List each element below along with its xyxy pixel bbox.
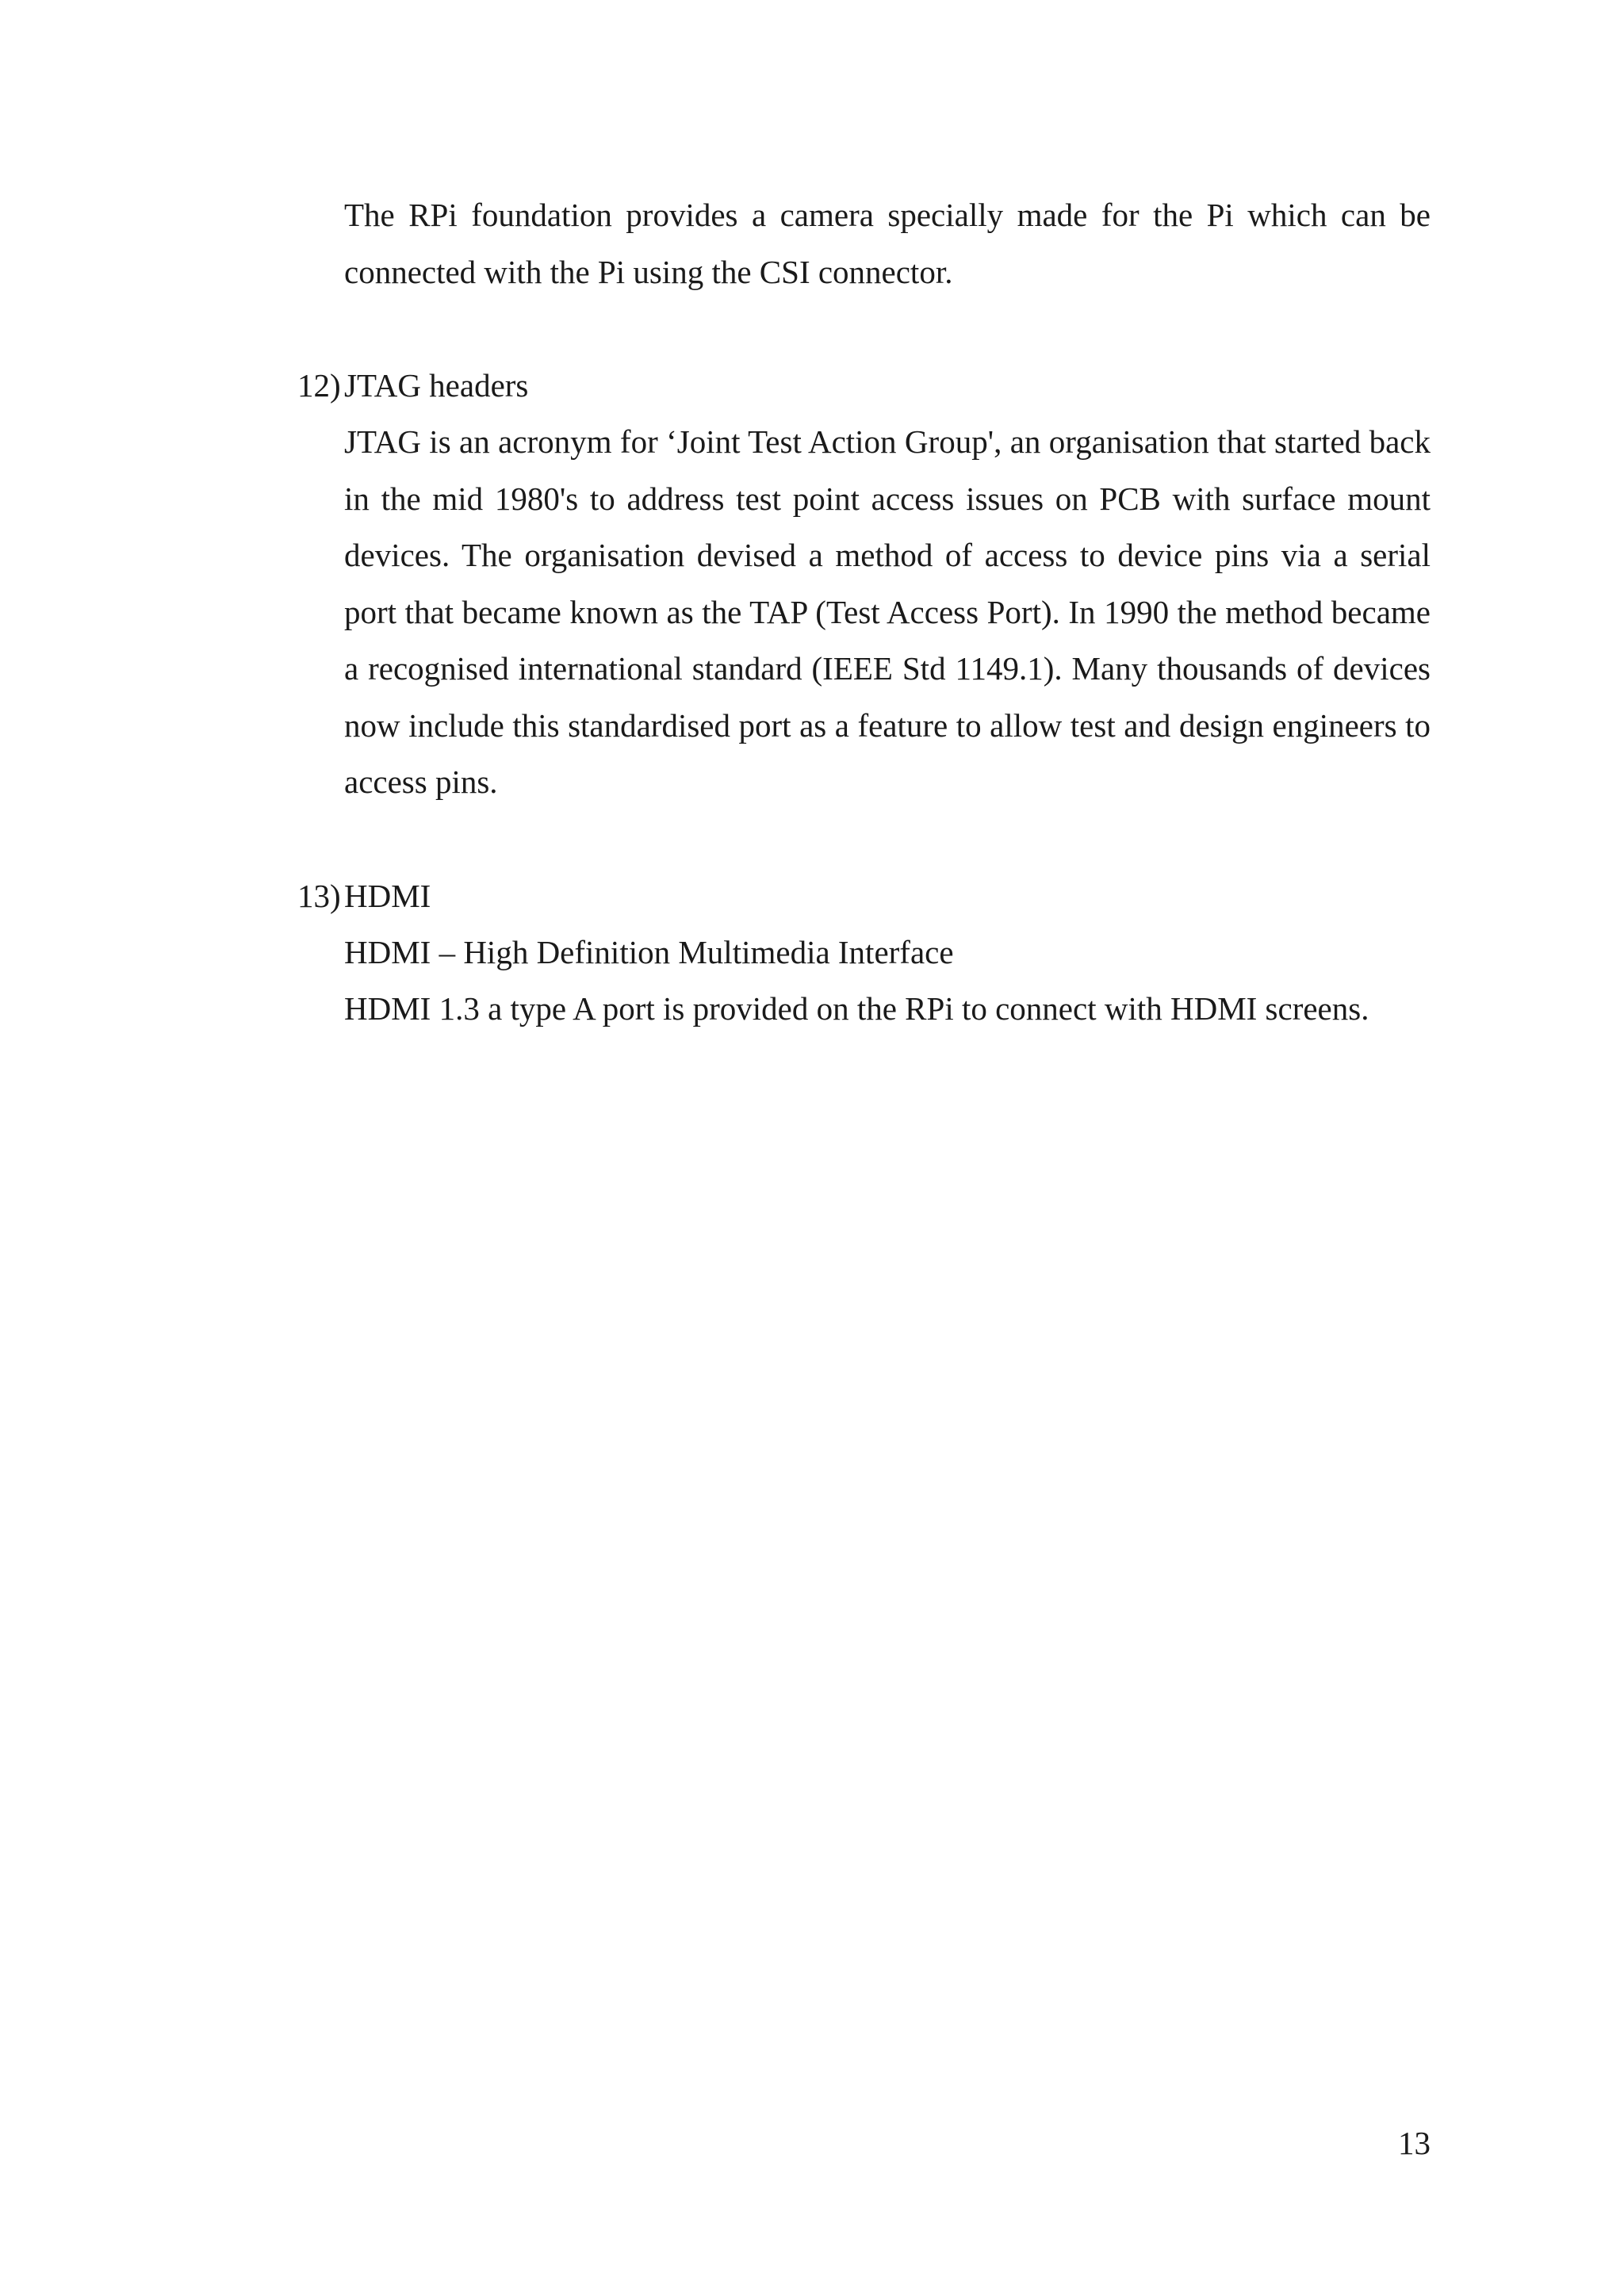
- section-heading-jtag: [297, 358, 528, 415]
- hdmi-definition-line: HDMI – High Definition Multimedia Interface: [344, 934, 954, 970]
- hdmi-description-line: HDMI 1.3 a type A port is provided on the RPi to connect with HDMI screens.: [344, 990, 1369, 1027]
- section-heading-hdmi: [297, 868, 431, 925]
- section-title: JTAG headers: [344, 367, 529, 404]
- jtag-paragraph: JTAG is an acronym for ‘Joint Test Action Group', an organisation that started back in the mid 1980's to address test point access issues on PCB with surface mount devices. The organisation devised a method of access to device pins via a serial port that became known as the TAP (Test Access Port). In 1990 the method became a recognised international standard (IEEE Std 1149.1). Many thousands of devices now include this standardised port as a feature to allow test and design engineers to access pins.: [344, 423, 1431, 800]
- section-number: 13): [297, 878, 341, 914]
- section-number: 12): [297, 367, 341, 404]
- page-number: 13: [1398, 2125, 1431, 2161]
- intro-paragraph: The RPi foundation provides a camera specially made for the Pi which can be connected with the Pi using the CSI connector.: [344, 197, 1431, 290]
- section-title: HDMI: [344, 878, 431, 914]
